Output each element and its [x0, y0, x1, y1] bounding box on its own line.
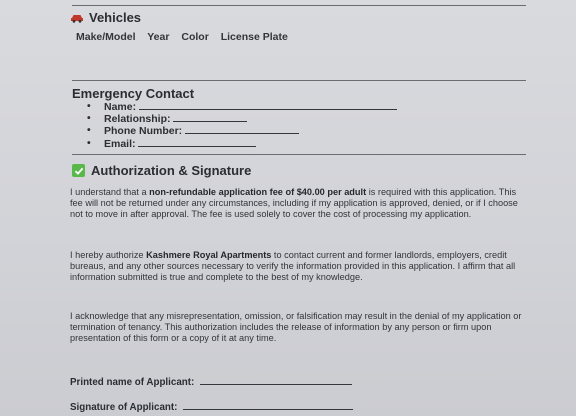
list-item [90, 124, 397, 136]
relationship-label: Relationship: [104, 113, 171, 126]
signature-field[interactable] [183, 400, 353, 410]
authorization-title: Authorization & Signature [91, 163, 252, 178]
email-field[interactable] [138, 137, 256, 147]
acknowledge-text: I acknowledge that any misrepresentation, omission, or falsification may result in the denial of my application or termination of tenancy. This authorization includes the release of information by any person or firm upon presentation of this form or a copy of it at any time. [70, 311, 522, 343]
list-item [90, 100, 397, 112]
phone-number-label: Phone Number: [104, 125, 183, 138]
printed-name-field[interactable] [200, 375, 352, 385]
authorization-heading [72, 163, 251, 178]
vehicles-heading [70, 10, 141, 25]
fee-text-start: I understand that a [70, 187, 150, 197]
car-icon [70, 13, 84, 23]
check-mark-icon [72, 164, 85, 177]
printed-name-label: Printed name of Applicant: [70, 377, 195, 388]
vehicles-title: Vehicles [89, 10, 142, 25]
printed-name-row [70, 375, 352, 388]
vehicles-divider [72, 80, 526, 81]
emergency-divider [72, 154, 526, 155]
acknowledge-paragraph [70, 311, 528, 343]
fee-text-end: is required with this application. This fee will not be returned under any circumstances, including if my application is approved, denied, or if I choose not to move in after approval. The fee is used solely to cover the cost of processing my application. [70, 187, 518, 219]
signature-label: Signature of Applicant: [70, 402, 178, 413]
column-year: Year [147, 31, 170, 43]
column-color: Color [181, 31, 209, 43]
authorize-text-start: I hereby authorize [70, 250, 147, 260]
property-name: Kashmere Royal Apartments [146, 250, 272, 260]
emergency-contact-heading: Emergency Contact [72, 86, 195, 101]
emergency-contact-list [90, 100, 397, 149]
column-license-plate: License Plate [220, 31, 288, 43]
column-make-model: Make/Model [76, 31, 136, 43]
fee-paragraph [70, 187, 528, 219]
relationship-field[interactable] [173, 112, 247, 122]
name-field[interactable] [139, 100, 397, 110]
list-item [90, 137, 397, 149]
list-item [90, 112, 397, 124]
fee-amount-text: non-refundable application fee of $40.00 per adult [149, 187, 367, 197]
phone-number-field[interactable] [185, 124, 299, 134]
authorize-text-end: to contact current and former landlords, employers, credit bureaus, and any other sources necessary to verify the information provided in this application. I affirm that all information submitted is true and complete to the best of my knowledge. [70, 250, 516, 282]
authorize-paragraph [70, 250, 528, 282]
signature-row [70, 400, 353, 413]
top-divider [72, 5, 526, 6]
email-label: Email: [104, 137, 136, 150]
vehicle-column-headers [76, 31, 297, 43]
name-label: Name: [104, 101, 137, 113]
